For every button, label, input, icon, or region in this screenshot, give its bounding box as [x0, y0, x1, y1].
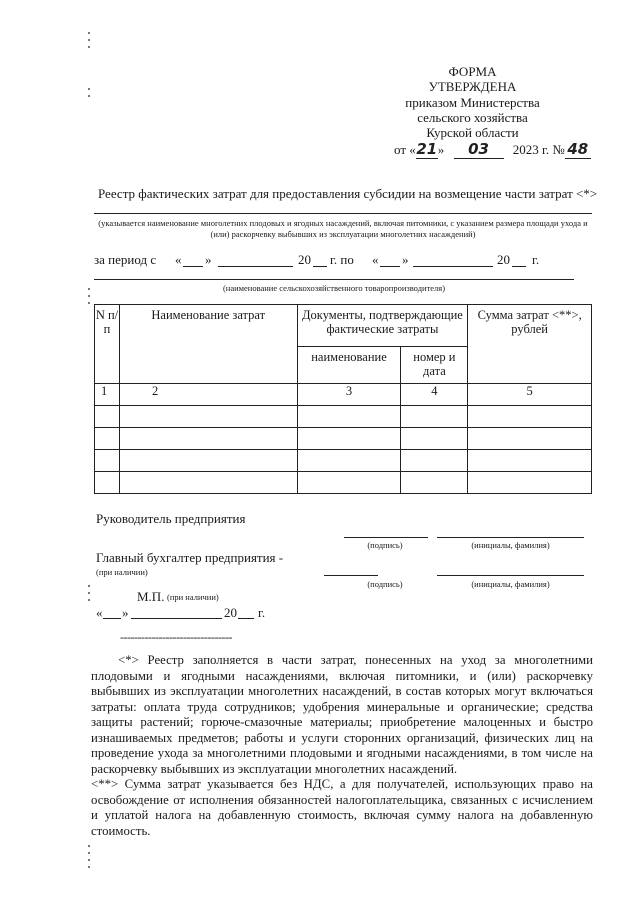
header-document-name: наименование — [297, 347, 401, 384]
period-open-2: « — [372, 252, 379, 267]
table-row-numbers — [95, 384, 592, 406]
sign-date-day-line — [103, 618, 121, 619]
period-day-1-line — [183, 266, 203, 267]
sign-date-open: « — [96, 605, 103, 620]
binding-marks-top — [88, 32, 90, 53]
accountant-initials-line — [437, 575, 584, 576]
accountant-if-any: (при наличии) — [96, 567, 148, 577]
col-number-3: 3 — [297, 384, 401, 406]
cost-register-table — [94, 304, 592, 494]
stamp-label: М.П. — [137, 589, 165, 604]
page-title: Реестр фактических затрат для предоставления субсидии на возмещение части затрат <*> — [98, 186, 598, 201]
head-label: Руководитель предприятия — [96, 511, 246, 526]
col-number-2: 2 — [119, 384, 297, 406]
approval-date-prefix: от « — [394, 142, 416, 157]
approval-date-month: 03 — [454, 140, 504, 159]
approval-line-1: приказом Министерства — [405, 95, 540, 110]
table-row — [95, 472, 592, 494]
period-close-1: » — [205, 252, 212, 267]
col-number-1: 1 — [95, 384, 120, 406]
approval-date-year: 2023 г. № — [512, 142, 565, 157]
table-row — [95, 450, 592, 472]
footnote-separator: -------------------------------- — [120, 630, 232, 644]
accountant-initials-caption: (инициалы, фамилия) — [471, 579, 550, 589]
accountant-signature-line — [324, 575, 378, 576]
producer-line — [94, 279, 574, 280]
binding-marks-mid — [88, 288, 90, 309]
accountant-label: Главный бухгалтер предприятия - — [96, 550, 284, 565]
period-day-2-line — [380, 266, 400, 267]
footnote-2: <**> Сумма затрат указывается без НДС, а для получателей, использующих право на освобождение от исполнения обязанностей налогоплательщика, связанных с исчислением и уплатой налога на добавленную стоимость, включая сумму налога на добавленную стоимость. — [91, 777, 593, 838]
period-year-1: 20 — [298, 252, 311, 267]
head-signature-caption: (подпись) — [367, 540, 403, 550]
approval-number: 48 — [565, 140, 591, 159]
head-initials-line — [437, 537, 584, 538]
binding-marks-lower — [88, 585, 90, 606]
period-month-1-line — [218, 266, 293, 267]
stamp-note: (при наличии) — [167, 592, 219, 602]
header-document-number-date: номер и дата — [401, 347, 468, 384]
sign-date-year: 20 — [224, 605, 237, 620]
binding-marks-upper — [88, 88, 90, 102]
sign-date-month-line — [131, 618, 222, 619]
footnotes — [91, 653, 593, 839]
sign-date-year-line — [238, 618, 254, 619]
plantings-line — [94, 213, 592, 214]
approval-date-mid: » — [437, 142, 445, 157]
footnote-1: <*> Реестр заполняется в части затрат, понесенных на уход за многолетними плодовыми и ягодными насаждениями, включая питомники, и (или) раскорчевку выбывших из эксплуатации многолетних насаждений, в состав которых могут включаться затраты: оплата труда сотрудников; удобрения минеральные и органические; средства защиты растений; горюче-смазочные материалы; приобретение малоценных и быстро изнашиваемых предметов; работы и услуги сторонних организаций, физических лиц на проведение ухода за многолетними плодовыми и ягодными насаждениями, в том числе на раскорчевку выбывших из эксплуатации многолетних насаждений. — [91, 653, 593, 776]
col-number-5: 5 — [468, 384, 592, 406]
period-open-1: « — [175, 252, 182, 267]
col-number-4: 4 — [401, 384, 468, 406]
accountant-signature-caption: (подпись) — [367, 579, 403, 589]
approval-date-day: 21 — [416, 140, 438, 158]
approval-date-row — [394, 140, 591, 159]
table-row — [95, 428, 592, 450]
producer-note: (наименование сельскохозяйственного товаропроизводителя) — [222, 283, 446, 293]
period-month-2-line — [413, 266, 493, 267]
period-year-1-line — [313, 266, 327, 267]
head-initials-caption: (инициалы, фамилия) — [471, 540, 550, 550]
approval-form: ФОРМА — [448, 64, 497, 79]
period-label: за период с — [94, 252, 157, 267]
binding-marks-bottom — [88, 845, 90, 873]
period-year-suffix: г. — [532, 252, 540, 267]
sign-date-close: » — [122, 605, 129, 620]
head-signature-line — [344, 537, 428, 538]
period-year-2-line — [512, 266, 526, 267]
header-number: N п/п — [95, 305, 120, 384]
header-cost-name: Наименование затрат — [119, 305, 297, 384]
header-documents: Документы, подтверждающие фактические затраты — [297, 305, 468, 347]
sign-date-suffix: г. — [258, 605, 266, 620]
plantings-note: (указывается наименование многолетних плодовых и ягодных насаждений, включая питомники, с указанием размера площади ухода и (или) раскорчевку выбывших из эксплуатации многолетних насаждений) — [98, 218, 588, 239]
approval-line-2: сельского хозяйства — [417, 110, 528, 125]
period-close-2: » — [402, 252, 409, 267]
period-to: г. по — [330, 252, 354, 267]
header-sum: Сумма затрат <**>, рублей — [468, 305, 592, 384]
period-year-2: 20 — [497, 252, 510, 267]
table-row — [95, 406, 592, 428]
approval-line-3: Курской области — [426, 125, 519, 140]
approval-approved: УТВЕРЖДЕНА — [428, 79, 517, 94]
